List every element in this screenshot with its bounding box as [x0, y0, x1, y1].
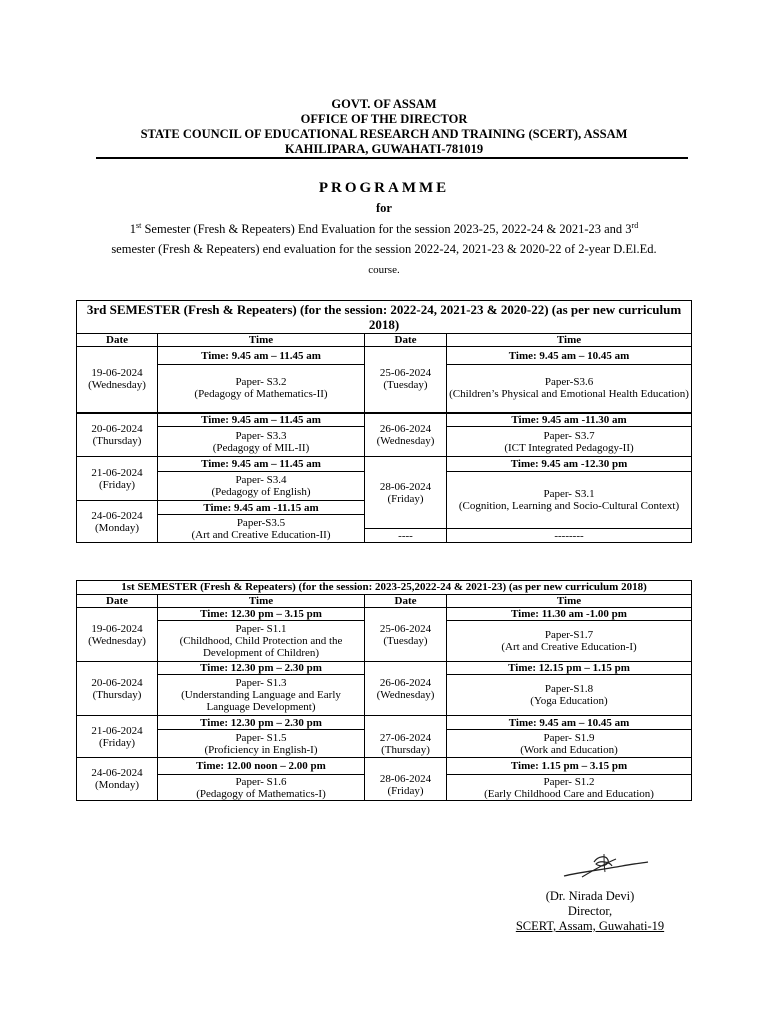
col-header-date: Date — [365, 334, 447, 347]
paper-cell: Paper- S1.1 (Childhood, Child Protection and the Development of Children) — [158, 621, 365, 662]
time-slot: Time: 12.00 noon – 2.00 pm — [158, 758, 365, 775]
header-address: KAHILIPARA, GUWAHATI-781019 — [284, 142, 484, 156]
date-cell: 24-06-2024 (Monday) — [77, 758, 158, 801]
header-council: STATE COUNCIL OF EDUCATIONAL RESEARCH AND TRAINING (SCERT), ASSAM — [140, 127, 628, 141]
time-slot: Time: 12.15 pm – 1.15 pm — [447, 662, 692, 675]
paper-cell: Paper-S1.7 (Art and Creative Education-I) — [447, 621, 692, 662]
date-cell: 24-06-2024 (Monday) — [77, 501, 158, 543]
col-header-time: Time — [158, 595, 365, 608]
paper-cell: Paper-S3.5 (Art and Creative Education-II) — [158, 515, 365, 543]
sem1-caption: 1st SEMESTER (Fresh & Repeaters) (for the session: 2023-25,2022-24 & 2021-23) (as per new curriculum 2018) — [77, 581, 692, 595]
signatory-designation: Director, — [567, 904, 613, 918]
sem1-table — [76, 580, 692, 801]
blank-time-cell: -------- — [447, 529, 692, 543]
date-cell: 19-06-2024 (Wednesday) — [77, 608, 158, 662]
date-cell: 21-06-2024 (Friday) — [77, 457, 158, 501]
time-slot: Time: 12.30 pm – 3.15 pm — [158, 608, 365, 621]
paper-cell: Paper- S1.3 (Understanding Language and Early Language Development) — [158, 675, 365, 716]
date-cell: 26-06-2024 (Wednesday) — [365, 662, 447, 716]
paper-cell: Paper- S3.1 (Cognition, Learning and Socio-Cultural Context) — [447, 472, 692, 529]
time-slot: Time: 9.45 am – 10.45 am — [447, 716, 692, 730]
date-cell: 28-06-2024 (Friday) — [365, 758, 447, 801]
date-cell: 20-06-2024 (Thursday) — [77, 662, 158, 716]
time-slot: Time: 11.30 am -1.00 pm — [447, 608, 692, 621]
col-header-date: Date — [365, 595, 447, 608]
paper-cell: Paper- S1.2 (Early Childhood Care and Education) — [447, 775, 692, 801]
time-slot: Time: 12.30 pm – 2.30 pm — [158, 662, 365, 675]
date-cell: 19-06-2024 (Wednesday) — [77, 347, 158, 413]
date-cell: 27-06-2024 (Thursday) — [365, 716, 447, 758]
signatory-office: SCERT, Assam, Guwahati-19 — [515, 919, 665, 933]
date-cell: 26-06-2024 (Wednesday) — [365, 413, 447, 457]
time-slot: Time: 9.45 am – 11.45 am — [158, 457, 365, 472]
header-office: OFFICE OF THE DIRECTOR — [300, 112, 468, 126]
paper-cell: Paper- S1.5 (Proficiency in English-I) — [158, 730, 365, 758]
date-cell: 25-06-2024 (Tuesday) — [365, 347, 447, 413]
time-slot: Time: 1.15 pm – 3.15 pm — [447, 758, 692, 775]
signatory-name: (Dr. Nirada Devi) — [545, 889, 635, 903]
page-title: PROGRAMME — [318, 180, 450, 196]
paper-cell: Paper-S1.8 (Yoga Education) — [447, 675, 692, 716]
time-slot: Time: 9.45 am – 11.45 am — [158, 347, 365, 365]
sem3-table — [76, 300, 692, 543]
paper-cell: Paper- S3.3 (Pedagogy of MIL-II) — [158, 427, 365, 457]
blank-date-cell: ---- — [365, 529, 447, 543]
time-slot: Time: 9.45 am -11.15 am — [158, 501, 365, 515]
col-header-time: Time — [447, 334, 692, 347]
col-header-date: Date — [77, 595, 158, 608]
time-slot: Time: 12.30 pm – 2.30 pm — [158, 716, 365, 730]
signature-image — [560, 850, 650, 882]
paper-cell: Paper-S3.6 (Children’s Physical and Emotional Health Education) — [447, 365, 692, 413]
time-slot: Time: 9.45 am -11.30 am — [447, 413, 692, 427]
col-header-time: Time — [158, 334, 365, 347]
date-cell: 21-06-2024 (Friday) — [77, 716, 158, 758]
intro-paragraph: 1st Semester (Fresh & Repeaters) End Evaluation for the session 2023-25, 2022-24 & 2021-23 and 3rd semester (Fresh & Repeaters) end evaluation for the session 2022-24, 2021-23 & 2020-22 of 2-year D.El.Ed. course. — [111, 220, 657, 276]
col-header-date: Date — [77, 334, 158, 347]
sem3-caption: 3rd SEMESTER (Fresh & Repeaters) (for the session: 2022-24, 2021-23 & 2020-22) (as per new curriculum 2018) — [77, 301, 692, 334]
header-govt: GOVT. OF ASSAM — [331, 97, 437, 111]
paper-cell: Paper- S1.9 (Work and Education) — [447, 730, 692, 758]
header-rule — [96, 157, 688, 159]
date-cell: 25-06-2024 (Tuesday) — [365, 608, 447, 662]
col-header-time: Time — [447, 595, 692, 608]
paper-cell: Paper- S3.4 (Pedagogy of English) — [158, 472, 365, 501]
time-slot: Time: 9.45 am – 10.45 am — [447, 347, 692, 365]
time-slot: Time: 9.45 am -12.30 pm — [447, 457, 692, 472]
time-slot: Time: 9.45 am – 11.45 am — [158, 413, 365, 427]
paper-cell: Paper- S3.7 (ICT Integrated Pedagogy-II) — [447, 427, 692, 457]
date-cell: 28-06-2024 (Friday) — [365, 457, 447, 529]
paper-cell: Paper- S3.2 (Pedagogy of Mathematics-II) — [158, 365, 365, 413]
paper-cell: Paper- S1.6 (Pedagogy of Mathematics-I) — [158, 775, 365, 801]
date-cell: 20-06-2024 (Thursday) — [77, 413, 158, 457]
title-for: for — [376, 201, 392, 215]
